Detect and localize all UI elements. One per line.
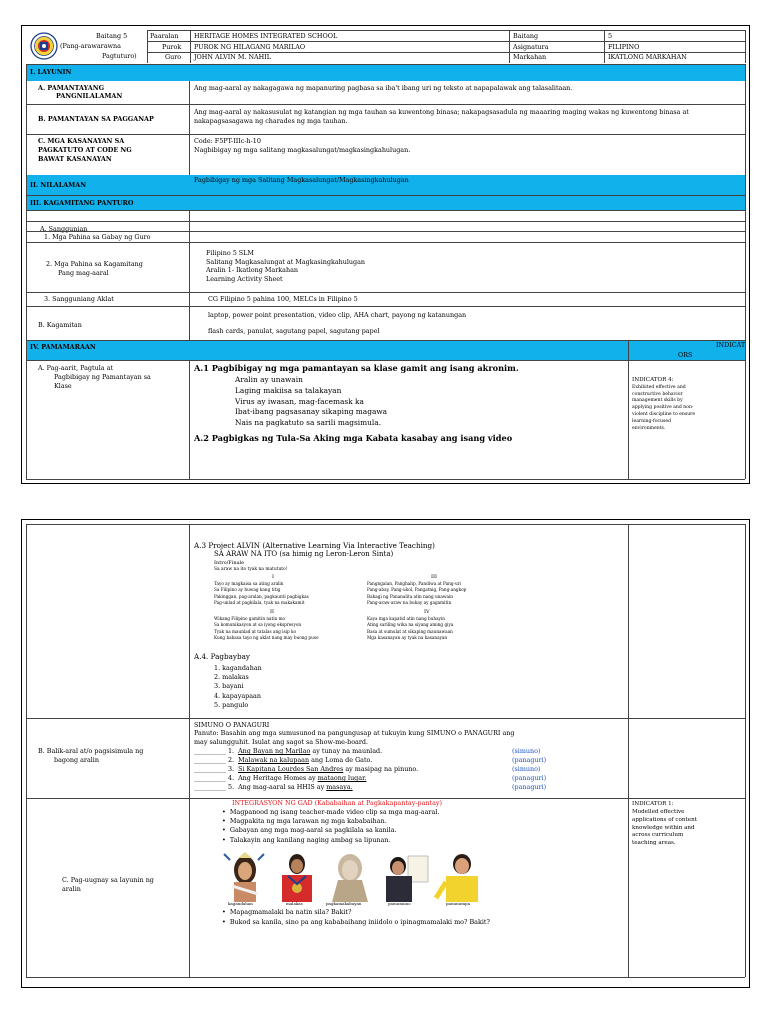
verse-roman-4: IV <box>424 609 430 615</box>
layunin-a-label: A. PAMANTAYANG <box>38 84 105 92</box>
asignatura-value: FILIPINO <box>608 43 640 51</box>
header-baitang-label: Baitang 5 <box>96 32 128 40</box>
kagamitan-label: B. Kagamitan <box>38 321 82 329</box>
verse-line: Tayo ay magkaisa sa ating aralin <box>214 581 284 586</box>
caption-kagandahan: kagandahan <box>228 901 253 906</box>
gad-bullets <box>222 809 439 843</box>
acronym-line: Laging makiisa sa talakayan <box>235 385 342 395</box>
verse-line: Pangngalan, Panghalip, Pandiwa at Pang-uri <box>367 581 462 586</box>
layunin-c-label-3: BAWAT KASANAYAN <box>38 155 112 163</box>
gad-bullet: • Magpanood ng isang teacher-made video clip sa mga mag-aaral. <box>222 808 440 816</box>
spelling-item: 5. pangulo <box>214 700 249 709</box>
a4-heading: A.4. Pagbaybay <box>194 652 250 661</box>
verse-roman-3: III <box>431 574 437 580</box>
a3-subheading: SA ARAW NA ITO (sa himig ng Leron-Leron Sinta) <box>214 550 394 558</box>
verse-roman-1: I <box>272 574 274 580</box>
verse-line: Wikang Filipino gamitin natin mo <box>214 616 286 621</box>
indicator-4-line: Exhibited effective and <box>632 384 686 390</box>
answer-blank: __________ <box>194 783 226 791</box>
indicators-heading: INDICAT <box>716 341 746 349</box>
photo-woman-with-certificate <box>378 850 432 902</box>
verse-2 <box>214 617 318 641</box>
item-text-post: ay tunay na maunlad. <box>310 747 383 755</box>
item-number: 1. <box>227 747 235 755</box>
header-sub-label-2: Pagtuturo) <box>102 52 137 60</box>
pamamaraan-a-label: A. Pag-aarit, Pagtula at <box>38 364 113 372</box>
section-band-kagamitang <box>27 196 745 210</box>
section-layunin: I. LAYUNIN <box>30 68 72 76</box>
lesson-plan-page-1 <box>21 25 750 484</box>
markahan-value: IKATLONG MARKAHAN <box>608 53 687 61</box>
spelling-item: 1. kagandahan <box>214 664 262 672</box>
sanggunian-label: A. Sanggunian <box>40 225 88 233</box>
indicator-1-line: applications of content <box>632 816 697 823</box>
quiz-items <box>194 748 614 793</box>
pag-uugnay-label: C. Pag-uugnay sa layunin ng <box>62 876 154 884</box>
indicator-4-line: management skills by <box>632 398 683 404</box>
caption-malakas: malakas <box>286 901 303 906</box>
layunin-b-text: Ang mag-aaral ay nakasusulat ng katangian ng mga tauhan sa kuwentong binasa; nakapagsasadula ng maaaring maging wakas ng kuwentong binasa at nakapagsasagawa ng charades ng mga tauhan. <box>194 108 689 125</box>
learner-material: Aralin 1- Ikatlong Markahan <box>206 266 299 275</box>
baitang-value: 5 <box>608 32 613 40</box>
kagamitang-mag-aaral-label: 2. Mga Pahina sa Kagamitang <box>46 260 143 268</box>
discussion-questions <box>222 909 490 925</box>
competency-code: Code: F5PT-IIIc-h-10 <box>194 137 261 145</box>
gad-bullet: • Gabayan ang mga mag-aaral sa pagkilala sa kanila. <box>222 826 397 835</box>
caption-pamumuno: pamumuno <box>388 901 411 906</box>
verse-line: Pakinggan, pag-aralan, pagkaunti pagbigkas <box>214 593 309 599</box>
acronym-line: Ibat-ibang pagsasanay sikaping magawa <box>235 407 388 417</box>
indicator-1-title: INDICATOR 1: <box>632 801 674 807</box>
answer-blank: __________ <box>194 756 226 764</box>
verse-line: Pang-abay, Pang-ukol, Pangatnig, Pang-angkop <box>367 587 467 593</box>
pamamaraan-a-label-3: Klase <box>54 382 72 390</box>
section-nilalaman: II. NILALAMAN <box>30 181 87 189</box>
indicator-4-block <box>632 378 742 432</box>
caption-panunumpa: panunumpa <box>446 901 470 906</box>
gad-bullet-text: Gabayan ang mga mag-aaral sa pagkilala sa kanila. <box>229 826 397 835</box>
panuto-line-2: may salungguhit. Isulat ang sagot sa Show-me-board. <box>194 738 369 746</box>
layunin-c-label: C. MGA KASANAYAN SA <box>38 137 125 145</box>
layunin-c-label-2: PAGKATUTO AT CODE NG <box>38 146 132 154</box>
item-text-post: ang Loma de Gato. <box>309 756 373 764</box>
indicator-1-line: Modelled effective <box>632 808 685 815</box>
answer-blank: __________ <box>194 765 226 773</box>
item-answer: (simuno) <box>512 747 541 755</box>
guro-value: JOHN ALVIN M. NAHIL <box>194 53 272 61</box>
verse-line: Basa at sumulat at sikaping maunawaan <box>367 628 453 634</box>
purok-label: Purok <box>162 43 182 51</box>
sangguniang-aklat-value: CG Filipino 5 pahina 100, MELCs in Filipino 5 <box>208 295 358 303</box>
item-number: 4. <box>227 774 235 782</box>
purok-value: PUROK NG HILAGANG MARILAO <box>194 43 306 51</box>
learner-material: Filipino 5 SLM <box>206 249 254 257</box>
verse-4 <box>367 617 453 641</box>
markahan-label: Markahan <box>513 53 547 61</box>
indicator-4-line: environments. <box>632 425 666 431</box>
verse-line: Ating sariling wika na siyang aming giya <box>367 622 454 628</box>
photo-woman-yellow <box>434 850 490 902</box>
indicator-4-line: learning-focused <box>632 418 672 424</box>
a3-heading: A.3 Project ALVIN (Alternative Learning Via Interactive Teaching) <box>194 541 435 550</box>
paaralan-value: HERITAGE HOMES INTEGRATED SCHOOL <box>194 32 338 40</box>
gad-bullet-text: Magpakita ng mga larawan ng mga kababaihan. <box>229 817 387 826</box>
photo-beauty-queen <box>220 850 270 902</box>
question: • Bukod sa kanila, sino pa ang kababaihang iniidolo o ipinagmamalaki mo? Bakit? <box>222 917 490 926</box>
question-text: Mapagmamalaki ba natin sila? Bakit? <box>229 908 352 916</box>
kagamitang-mag-aaral-label-2: Pang mag-aaral <box>58 269 109 277</box>
indicator-4-line: constructive behavior <box>632 391 683 397</box>
section-pamamaraan: IV. PAMAMARAAN <box>30 343 96 351</box>
indicator-1-block <box>632 802 742 847</box>
question-text: Bukod sa kanila, sino pa ang kababaihang iniidolo o ipinagmamalaki mo? Bakit? <box>229 917 490 926</box>
gabay-guro-label: 1. Mga Pahina sa Gabay ng Guro <box>44 233 151 241</box>
item-number: 5. <box>227 783 235 791</box>
balik-aral-label-2: bagong aralin <box>54 756 99 764</box>
song-intro: Intro/Finale <box>214 560 245 566</box>
item-underlined: mataong lugar. <box>317 774 367 782</box>
kagamitan-line-1: laptop, power point presentation, video clip, AHA chart, payong ng katanungan <box>208 311 467 319</box>
competency-text: Nagbibigay ng mga salitang magkasalungat/magkasingkahulugan. <box>194 146 411 154</box>
acronym-line: Aralin ay unawain <box>235 375 303 384</box>
guro-label: Guro <box>165 53 182 61</box>
indicator-4-line: violent discipline to ensure <box>632 412 696 418</box>
item-underlined: masaya. <box>326 783 353 791</box>
acronym-list <box>235 376 387 427</box>
item-answer: (panaguri) <box>512 756 547 764</box>
verse-1 <box>214 582 309 606</box>
a2-heading: A.2 Pagbigkas ng Tula-Sa Aking mga Kabata kasabay ang isang video <box>194 433 513 443</box>
kagamitan-line-2: flash cards, panulat, sagutang papel, sagutang papel <box>208 327 380 335</box>
verse-line: Pag-unlad at pagkilala, tyak na makakamit <box>214 600 305 606</box>
pamamaraan-a-label-2: Pagbibigay ng Pamantayan sa <box>54 373 151 381</box>
item-text-post: ay masipag na pinuno. <box>343 765 419 773</box>
header-sub-label: (Pang-arawarawna <box>60 42 121 50</box>
item-underlined: Si Kapitana Lourdes San Andres <box>238 765 344 773</box>
indicator-4-line: applying positive and non- <box>632 405 694 411</box>
verse-line: Bahagi ng Pananalita atin nang unawain <box>367 593 453 599</box>
paaralan-label: Paaralan <box>150 32 179 40</box>
gad-bullet: • Talakayin ang kanilang naging ambag sa lipunan. <box>222 835 391 844</box>
panuto-line-1: Panuto: Basahin ang mga sumusunod na pangungusap at tukuyin kung SIMUNO o PANAGURI ang <box>194 729 515 737</box>
deped-seal-logo <box>30 32 58 60</box>
sangguniang-aklat-label: 3. Sangguniang Aklat <box>44 295 114 303</box>
gad-bullet: • Magpakita ng mga larawan ng mga kababaihan. <box>222 817 387 826</box>
spelling-item: 3. bayani <box>214 682 244 691</box>
answer-blank: __________ <box>194 747 226 755</box>
baitang-label: Baitang <box>513 32 539 40</box>
simuno-heading: SIMUNO O PANAGURI <box>194 721 270 729</box>
gad-bullet-text: Magpanood ng isang teacher-made video clip sa mga mag-aaral. <box>229 808 440 816</box>
item-underlined: Malawak na kalupaan <box>238 756 310 764</box>
gad-bullet-text: Talakayin ang kanilang naging ambag sa lipunan. <box>229 835 391 844</box>
layunin-a-text: Ang mag-aaral ay nakagagawa ng mapanuring pagbasa sa iba't ibang uri ng teksto at napapalawak ang talasalitaan. <box>194 84 573 92</box>
gad-integration-heading: INTEGRASYON NG GAD (Kababaihan at Pagkakapantay-pantay) <box>232 799 442 807</box>
item-number: 2. <box>227 756 235 764</box>
verse-line: Mga kasanayan ay tyak na kasanayan <box>367 635 448 641</box>
verse-roman-2: II <box>270 609 274 615</box>
acronym-line: Virus ay iwasan, mag-facemask ka <box>235 396 364 406</box>
caption-pagkamakabayan: pagkamakabayan <box>326 901 362 906</box>
indicator-4-title: INDICATOR 4: <box>632 377 674 383</box>
item-answer: (panaguri) <box>512 783 547 791</box>
verse-line: Kung babasa tayo ng aklat nang may buong puso <box>214 635 319 641</box>
layunin-b-label: B. PAMANTAYAN SA PAGGANAP <box>38 115 154 123</box>
learner-materials-list <box>206 250 365 283</box>
answer-blank: __________ <box>194 774 226 782</box>
section-band-layunin <box>27 65 745 81</box>
photo-statue-heroine <box>324 850 376 902</box>
acronym-line: Nais na pagkatuto sa sarili magsimula. <box>235 418 382 428</box>
section-kagamitang: III. KAGAMITANG PANTURO <box>30 199 134 207</box>
item-number: 3. <box>227 765 235 773</box>
lesson-plan-page-2 <box>21 519 750 988</box>
verse-line: Kaya mga kapatid atin nang buhayin <box>367 616 445 621</box>
indicator-1-line: across curriculum <box>632 832 684 839</box>
learner-material: Salitang Magkasalungat at Magkasingkahulugan <box>206 257 366 266</box>
item-text-pre: Ang mag-aaral sa HHIS ay <box>238 783 327 791</box>
song-intro-line: Sa araw na ito tyak na matututo! <box>214 567 288 572</box>
verse-line: Tyak na maunlad at tatalas ang isip ko <box>214 628 297 634</box>
verse-3 <box>367 582 466 606</box>
section-band-pamamaraan <box>27 340 628 360</box>
verse-line: Sa komunikasyon at sa iyong ekspresyon <box>214 622 302 628</box>
spelling-list <box>214 665 262 709</box>
item-text-pre: Ang Heritage Homes ay <box>238 774 318 782</box>
item-underlined: Ang Bayan ng Marilao <box>238 747 311 755</box>
spelling-item: 4. kapayapaan <box>214 691 261 700</box>
asignatura-label: Asignatura <box>513 43 549 51</box>
a1-heading: A.1 Pagbibigay ng mga pamantayan sa klase gamit ang isang akronim. <box>194 363 519 373</box>
indicator-1-line: knowledge within and <box>632 824 695 831</box>
question: • Mapagmamalaki ba natin sila? Bakit? <box>222 908 352 916</box>
item-answer: (simuno) <box>512 765 541 773</box>
balik-aral-label: B. Balik-aral at/o pagsisimula ng <box>38 747 144 755</box>
learner-material: Learning Activity Sheet <box>206 275 283 284</box>
item-answer: (panaguri) <box>512 774 547 782</box>
layunin-a-label-2: PANGNILALAMAN <box>56 92 123 100</box>
indicator-1-line: teaching areas. <box>632 840 676 847</box>
verse-line: Sa Filipino ay huwag kang titig <box>214 587 281 593</box>
spelling-item: 2. malakas <box>214 673 249 682</box>
photo-athlete-medal <box>272 850 322 902</box>
verse-line: Pang-araw-araw na buhay ay gagamitin <box>367 600 452 606</box>
indicators-heading-2: ORS <box>678 351 693 359</box>
quiz-item <box>194 784 614 793</box>
nilalaman-text: Pagbibigay ng mga Salitang Magkasalungat/Magkasingkahulugan <box>194 176 409 184</box>
pag-uugnay-label-2: aralin <box>62 885 81 893</box>
